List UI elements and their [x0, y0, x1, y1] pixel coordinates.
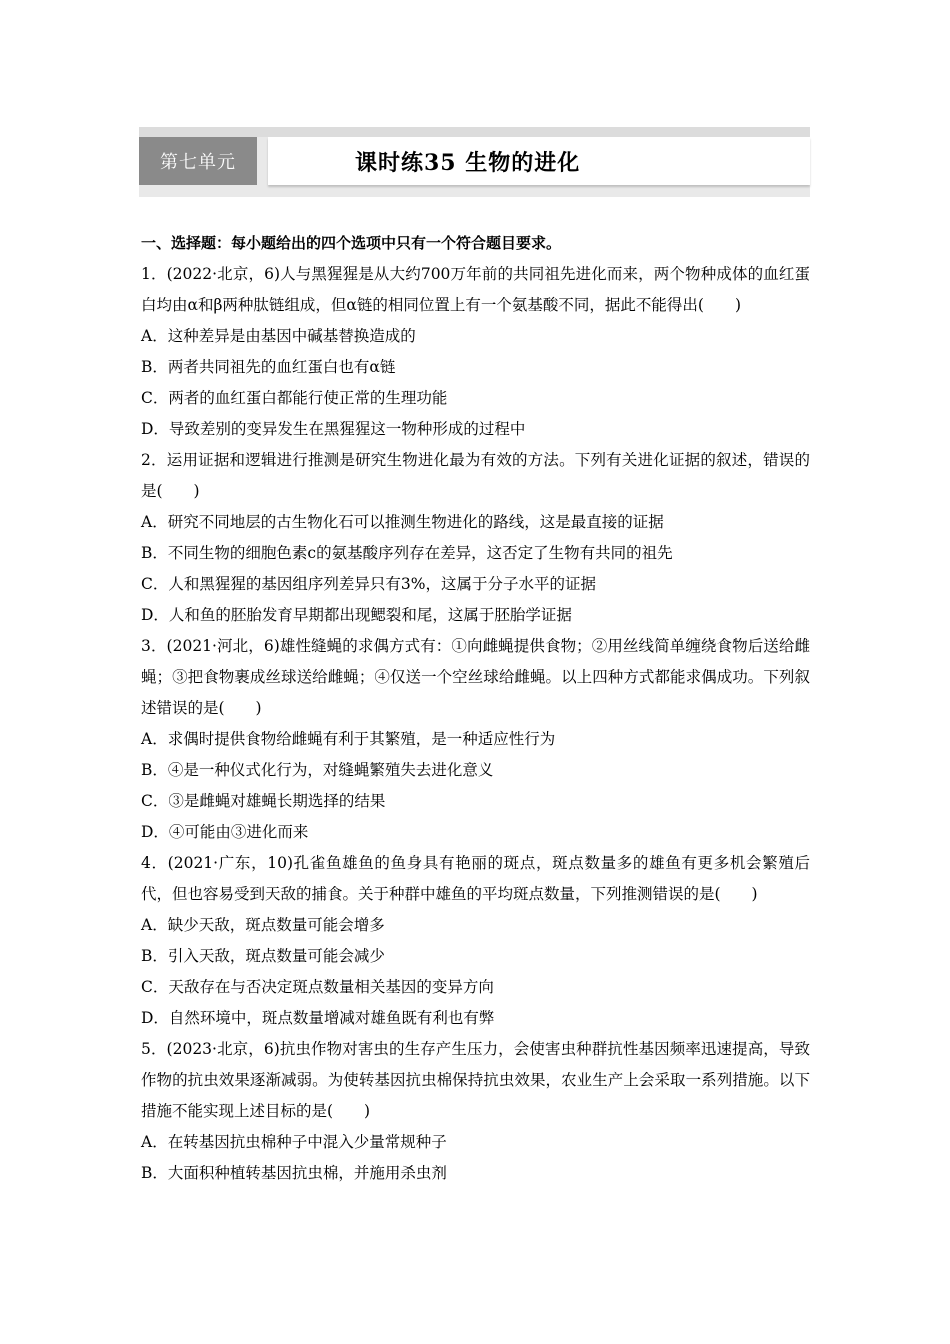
option-d: D．人和鱼的胚胎发育早期都出现鳃裂和尾，这属于胚胎学证据 [141, 606, 572, 624]
option-b: B．两者共同祖先的血红蛋白也有α链 [141, 358, 396, 376]
question-stem: 1．(2022·北京，6)人与黑猩猩是从大约700万年前的共同祖先进化而来，两个物种成体的血红蛋白均由α和β两种肽链组成，但α链的相同位置上有一个氨基酸不同，据此不能得出( ) [141, 265, 810, 314]
question-stem: 5．(2023·北京，6)抗虫作物对害虫的生存产生压力，会使害虫种群抗性基因频率迅速提高，导致作物的抗虫效果逐渐减弱。为使转基因抗虫棉保持抗虫效果，农业生产上会采取一系列措施。以下措施不能实现上述目标的是( ) [141, 1040, 810, 1120]
option-d: D．导致差别的变异发生在黑猩猩这一物种形成的过程中 [141, 420, 526, 438]
option-a: A．这种差异是由基因中碱基替换造成的 [141, 327, 416, 345]
page-title: 课时练35 生物的进化 [355, 150, 581, 176]
option-b: B．④是一种仪式化行为，对缝蝇繁殖失去进化意义 [141, 761, 494, 779]
question-5 [141, 1034, 810, 1189]
option-a: A．研究不同地层的古生物化石可以推测生物进化的路线，这是最直接的证据 [141, 513, 664, 531]
option-d: D．④可能由③进化而来 [141, 823, 309, 841]
option-b: B．大面积种植转基因抗虫棉，并施用杀虫剂 [141, 1164, 447, 1182]
question-1 [141, 259, 810, 445]
option-c: C．③是雌蝇对雄蝇长期选择的结果 [141, 792, 386, 810]
section-heading: 一、选择题：每小题给出的四个选项中只有一个符合题目要求。 [141, 234, 562, 252]
option-d: D．自然环境中，斑点数量增减对雄鱼既有利也有弊 [141, 1009, 495, 1027]
header-banner-top-band [139, 127, 810, 137]
unit-label: 第七单元 [139, 137, 257, 185]
option-a: A．在转基因抗虫棉种子中混入少量常规种子 [141, 1133, 447, 1151]
question-4 [141, 848, 810, 1034]
option-a: A．缺少天敌，斑点数量可能会增多 [141, 916, 385, 934]
option-b: B．不同生物的细胞色素c的氨基酸序列存在差异，这否定了生物有共同的祖先 [141, 544, 673, 562]
option-b: B．引入天敌，斑点数量可能会减少 [141, 947, 385, 965]
question-stem: 2．运用证据和逻辑进行推测是研究生物进化最为有效的方法。下列有关进化证据的叙述，错误的是( ) [141, 451, 810, 500]
question-2 [141, 445, 810, 631]
question-3 [141, 631, 810, 848]
document-body [141, 228, 810, 1189]
question-stem: 4．(2021·广东，10)孔雀鱼雄鱼的鱼身具有艳丽的斑点，斑点数量多的雄鱼有更多机会繁殖后代，但也容易受到天敌的捕食。关于种群中雄鱼的平均斑点数量，下列推测错误的是( ) [141, 854, 810, 903]
question-stem: 3．(2021·河北，6)雄性缝蝇的求偶方式有：①向雌蝇提供食物；②用丝线简单缠绕食物后送给雌蝇；③把食物裹成丝球送给雌蝇；④仅送一个空丝球给雌蝇。以上四种方式都能求偶成功。下列叙述错误的是( ) [141, 637, 810, 717]
option-c: C．人和黑猩猩的基因组序列差异只有3%，这属于分子水平的证据 [141, 575, 596, 593]
option-c: C．天敌存在与否决定斑点数量相关基因的变异方向 [141, 978, 494, 996]
option-a: A．求偶时提供食物给雌蝇有利于其繁殖，是一种适应性行为 [141, 730, 556, 748]
option-c: C．两者的血红蛋白都能行使正常的生理功能 [141, 389, 448, 407]
